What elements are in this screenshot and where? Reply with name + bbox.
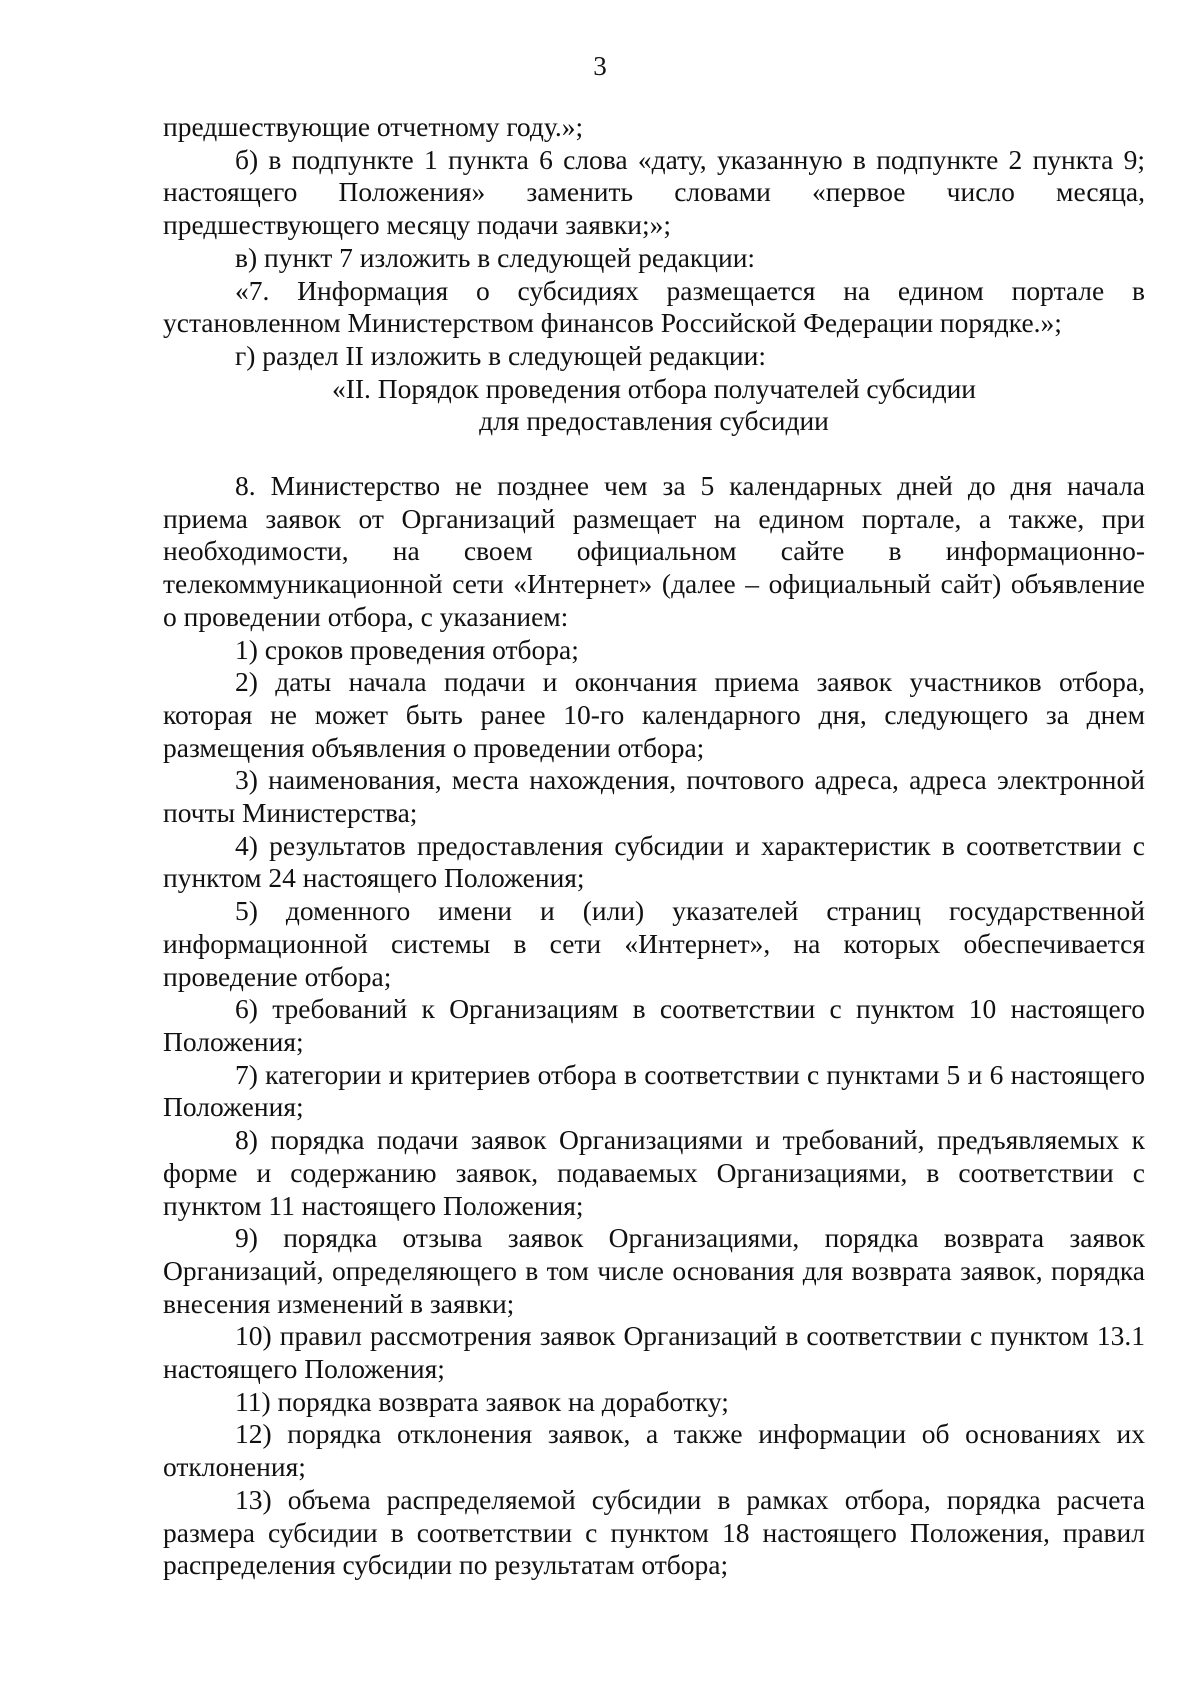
paragraph: 8. Министерство не позднее чем за 5 календарных дней до дня начала приема заявок от Организаций размещает на едином портале, а также, при необходимости, на своем официальном сайте в информационно-телекоммуникационной сети «Интернет» (далее – официальный сайт) объявление о проведении отбора, с указанием: <box>163 470 1145 632</box>
list-item: 2) даты начала подачи и окончания приема заявок участников отбора, которая не может быть ранее 10-го календарного дня, следующего за днем размещения объявления о проведении отбора; <box>163 666 1145 763</box>
list-item: 4) результатов предоставления субсидии и характеристик в соответствии с пунктом 24 настоящего Положения; <box>163 829 1145 894</box>
list-item: 8) порядка подачи заявок Организациями и требований, предъявляемых к форме и содержанию заявок, подаваемых Организациями, в соответствии с пунктом 11 настоящего Положения; <box>163 1124 1145 1221</box>
paragraph: в) пункт 7 изложить в следующей редакции: <box>235 241 756 273</box>
spacer <box>163 438 1145 470</box>
section-heading-line-2: для предоставления субсидии <box>479 405 829 437</box>
paragraph: г) раздел II изложить в следующей редакции: <box>235 339 766 371</box>
section-heading <box>163 373 1145 438</box>
list-item: 3) наименования, места нахождения, почтового адреса, адреса электронной почты Министерства; <box>163 764 1145 829</box>
document-body <box>163 111 1145 1582</box>
list-item: 6) требований к Организациям в соответствии с пунктом 10 настоящего Положения; <box>163 993 1145 1057</box>
paragraph: б) в подпункте 1 пункта 6 слова «дату, указанную в подпункте 2 пункта 9; настоящего Положения» заменить словами «первое число месяца, предшествующего месяцу подачи заявки;»; <box>163 143 1145 241</box>
list-item: 7) категории и критериев отбора в соответствии с пунктами 5 и 6 настоящего Положения; <box>163 1058 1145 1123</box>
list-item: 1) сроков проведения отбора; <box>235 633 579 665</box>
section-heading-line-1: «II. Порядок проведения отбора получателей субсидии <box>331 372 977 404</box>
paragraph: «7. Информация о субсидиях размещается на едином портале в установленном Министерством финансов Российской Федерации порядке.»; <box>163 274 1145 339</box>
list-item: 11) порядка возврата заявок на доработку; <box>235 1385 729 1417</box>
page-number: 3 <box>593 51 607 81</box>
list-item: 5) доменного имени и (или) указателей страниц государственной информационной системы в сети «Интернет», на которых обеспечивается проведение отбора; <box>163 895 1145 992</box>
list-item: 10) правил рассмотрения заявок Организаций в соответствии с пунктом 13.1 настоящего Положения; <box>163 1320 1145 1385</box>
list-item: 13) объема распределяемой субсидии в рамках отбора, порядка расчета размера субсидии в соответствии с пунктом 18 настоящего Положения, правил распределения субсидии по результатам отбора; <box>163 1483 1145 1581</box>
list-item: 9) порядка отзыва заявок Организациями, порядка возврата заявок Организаций, определяющего в том числе основания для возврата заявок, порядка внесения изменений в заявки; <box>163 1222 1145 1319</box>
paragraph: предшествующие отчетному году.»; <box>163 111 584 142</box>
list-item: 12) порядка отклонения заявок, а также информации об основаниях их отклонения; <box>163 1418 1145 1483</box>
